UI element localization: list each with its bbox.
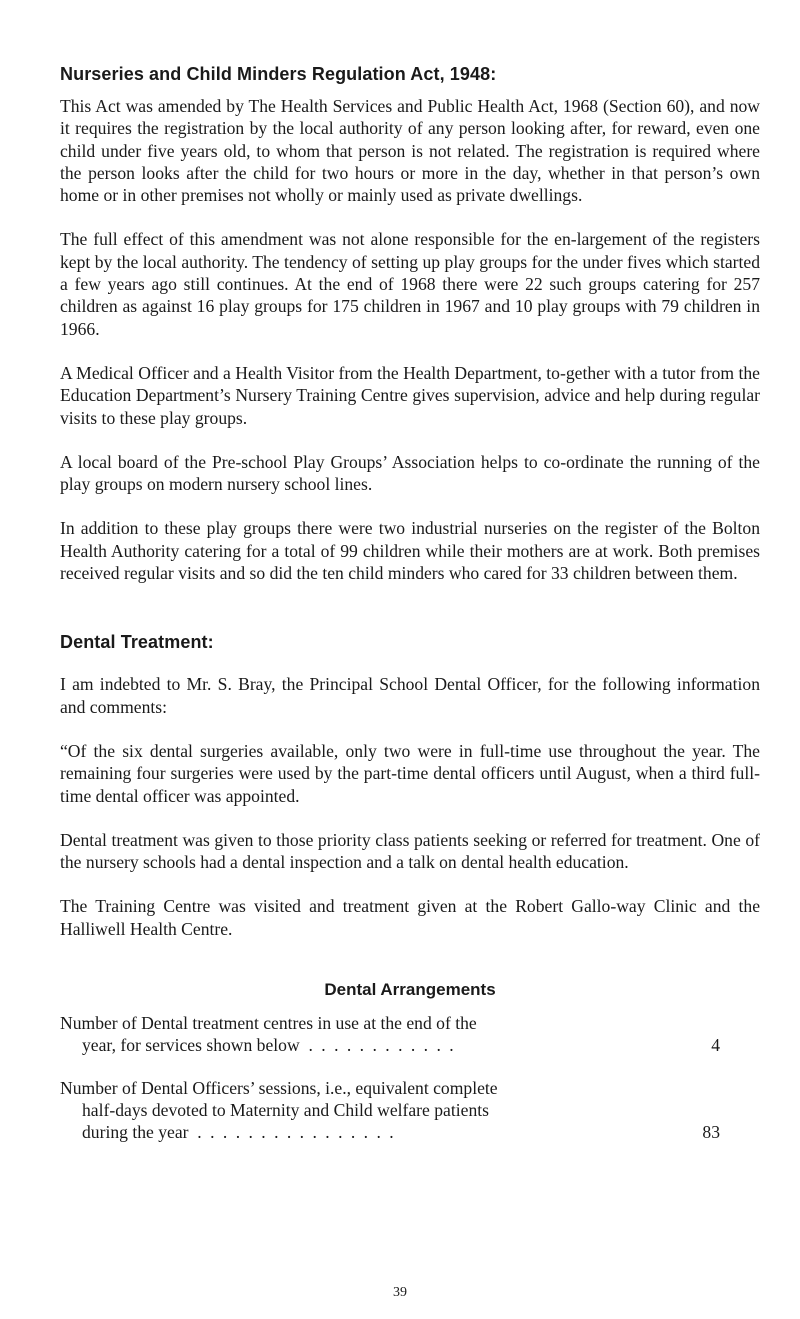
- arrangement-label-line: year, for services shown below: [82, 1035, 300, 1056]
- paragraph: Dental treatment was given to those priority class patients seeking or referred for treatment. One of the nursery schools had a dental inspection and a talk on dental health education.: [60, 829, 760, 873]
- paragraph: I am indebted to Mr. S. Bray, the Principal School Dental Officer, for the following information and comments:: [60, 674, 760, 717]
- page-number: 39: [393, 1285, 407, 1300]
- arrangement-row: [60, 1012, 760, 1057]
- dot-leader: . . . . . . . . . . . .: [308, 1035, 456, 1056]
- paragraph: In addition to these play groups there were two industrial nurseries on the register of the Bolton Health Authority catering for a total of 99 children while their mothers are at work. Both premises received regular visits and so did the ten child minders who cared for 33 children between them.: [60, 518, 760, 584]
- arrangement-row: [60, 1077, 760, 1144]
- dental-arrangements-title: Dental Arrangements: [324, 980, 496, 1000]
- arrangement-label-continuation: [60, 1121, 700, 1143]
- paragraph: The full effect of this amendment was not alone responsible for the en-largement of the registers kept by the local authority. The tendency of setting up play groups for the under fives which started a few years ago still continues. At the end of 1968 there were 22 such groups catering for 257 children as against 16 play groups for 175 children in 1967 and 10 play groups with 79 children in 1966.: [60, 229, 760, 339]
- section-title-nurseries: Nurseries and Child Minders Regulation Act, 1948:: [60, 64, 497, 84]
- arrangement-label-line: during the year: [82, 1122, 189, 1143]
- arrangement-label: [60, 1077, 700, 1144]
- arrangement-label-line: Number of Dental treatment centres in use at the end of the: [60, 1013, 477, 1034]
- arrangement-label-continuation: half-days devoted to Maternity and Child welfare patients: [82, 1099, 489, 1120]
- dot-leader: . . . . . . . . . . . . . . . .: [197, 1122, 396, 1143]
- paragraph: A local board of the Pre-school Play Groups’ Association helps to co-ordinate the running of the play groups on modern nursery school lines.: [60, 451, 760, 495]
- arrangement-label-line: Number of Dental Officers’ sessions, i.e., equivalent complete: [60, 1077, 498, 1098]
- arrangement-value: 4: [711, 1035, 720, 1056]
- paragraph: A Medical Officer and a Health Visitor from the Health Department, to-gether with a tutor from the Education Department’s Nursery Training Centre gives supervision, advice and help during regular visits to these play groups.: [60, 362, 760, 428]
- section-title-dental-treatment: Dental Treatment:: [60, 632, 214, 653]
- arrangement-value: 83: [702, 1122, 720, 1143]
- paragraph: This Act was amended by The Health Services and Public Health Act, 1968 (Section 60), and now it requires the registration by the local authority of any person looking after, for reward, even one child under five years old, to whom that person is not related. The registration is required where the person looks after the child for two hours or more in the day, whether in that person’s own home or in other premises not wholly or mainly used as private dwellings.: [60, 96, 760, 206]
- arrangement-label-continuation: [60, 1034, 700, 1056]
- paragraph: “Of the six dental surgeries available, only two were in full-time use throughout the year. The remaining four surgeries were used by the part-time dental officers until August, when a third full-time dental officer was appointed.: [60, 740, 760, 806]
- paragraph: The Training Centre was visited and treatment given at the Robert Gallo-way Clinic and the Halliwell Health Centre.: [60, 896, 760, 939]
- arrangement-label: [60, 1012, 700, 1057]
